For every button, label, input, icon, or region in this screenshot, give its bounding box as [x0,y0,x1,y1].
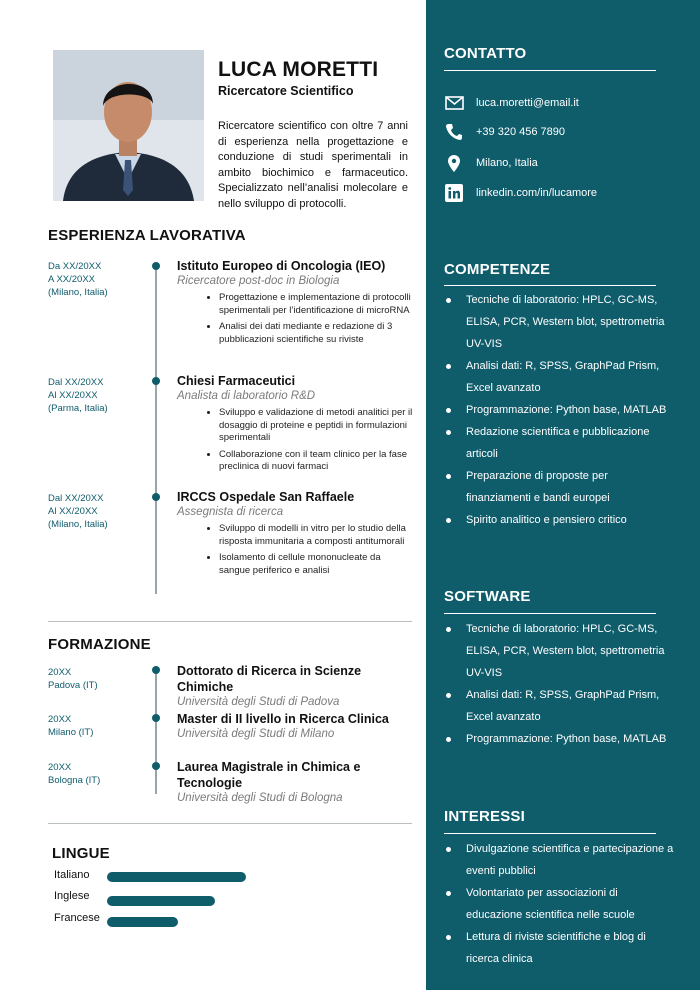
list-item: Analisi dati: R, SPSS, GraphPad Prism, Excel avanzato [444,684,674,728]
job-bullet: • Isolamento di cellule mononucleate da sangue periferico e analisi [219,552,413,577]
email-icon [444,93,464,113]
software-title: SOFTWARE [444,588,531,605]
education-degree: Laurea Magistrale in Chimica e Tecnologie [177,760,361,790]
candidate-role: Ricercatore Scientifico [218,84,354,98]
education-date: 20XX Milano (IT) [48,714,94,738]
education-date: 20XX Bologna (IT) [48,762,101,786]
experience-timeline [155,266,157,594]
profile-photo [53,50,204,201]
education-item [177,711,413,742]
job-company: Chiesi Farmaceutici [177,374,296,388]
job-bullet: • Sviluppo e validazione di metodi analitici per il dosaggio di proteine e peptidi in formulazioni sperimentali [219,407,413,445]
timeline-dot [152,262,160,270]
language-name: Francese [54,912,100,924]
language-level-bar [107,917,178,927]
timeline-dot [152,666,160,674]
email-text: luca.moretti@email.it [476,97,579,109]
list-item: Programmazione: Python base, MATLAB [444,399,674,421]
education-item [177,759,397,806]
interests-title: INTERESSI [444,808,525,825]
skills-list [444,289,674,531]
job-bullet: • Collaborazione con il team clinico per la fase preclinica di nuovi farmaci [219,449,413,474]
timeline-dot [152,714,160,722]
contact-location [444,153,538,173]
job-role: Analista di laboratorio R&D [177,390,316,402]
list-item: Divulgazione scientifica e partecipazione a eventi pubblici [444,838,674,882]
list-item: Lettura di riviste scientifiche e blog di ricerca clinica [444,926,674,970]
education-timeline [155,668,157,794]
contact-linkedin[interactable] [444,183,597,203]
list-item: Programmazione: Python base, MATLAB [444,728,674,750]
contact-email[interactable] [444,93,579,113]
list-item: Preparazione di proposte per finanziamenti e bandi europei [444,465,674,509]
job-bullet: • Sviluppo di modelli in vitro per lo studio della risposta immunitaria a composti antitumorali [219,523,413,548]
software-list [444,618,674,750]
languages-title: LINGUE [52,845,110,862]
job-role: Assegnista di ricerca [177,506,284,518]
contact-title: CONTATTO [444,45,527,62]
experience-date: Da XX/20XX A XX/20XX (Milano, Italia) [48,261,108,298]
experience-item [177,489,413,581]
candidate-name: LUCA MORETTI [218,58,379,81]
section-divider [48,621,412,622]
list-item: Tecniche di laboratorio: HPLC, GC-MS, ELISA, PCR, Western blot, spettrometria UV-VIS [444,618,674,684]
education-item [177,663,413,710]
experience-item [177,258,413,350]
job-role: Ricercatore post-doc in Biologia [177,275,340,287]
sidebar-divider [444,833,656,834]
education-date: 20XX Padova (IT) [48,667,98,691]
education-degree: Master di II livello in Ricerca Clinica [177,712,389,726]
language-name: Italiano [54,869,90,881]
list-item: Analisi dati: R, SPSS, GraphPad Prism, Excel avanzato [444,355,674,399]
job-company: IRCCS Ospedale San Raffaele [177,490,355,504]
skills-title: COMPETENZE [444,261,551,278]
location-icon [444,153,464,173]
phone-icon [444,122,464,142]
list-item: Spirito analitico e pensiero critico [444,509,674,531]
education-school: Università degli Studi di Milano [177,728,335,740]
timeline-dot [152,762,160,770]
education-school: Università degli Studi di Bologna [177,792,343,804]
language-name: Inglese [54,890,90,902]
sidebar-divider [444,285,656,286]
timeline-dot [152,493,160,501]
language-level-bar [107,872,246,882]
experience-date: Dal XX/20XX Al XX/20XX (Milano, Italia) [48,493,108,530]
job-bullet: • Analisi dei dati mediante e redazione di 3 pubblicazioni scientifiche su riviste [219,321,413,346]
list-item: Redazione scientifica e pubblicazione articoli [444,421,674,465]
job-company: Istituto Europeo di Oncologia (IEO) [177,259,386,273]
language-level-bar [107,896,215,906]
person-portrait-icon [53,50,204,201]
experience-item [177,373,413,478]
phone-text: +39 320 456 7890 [476,126,566,138]
linkedin-icon [444,183,464,203]
sidebar-divider [444,70,656,71]
experience-date: Dal XX/20XX Al XX/20XX (Parma, Italia) [48,377,108,414]
timeline-dot [152,377,160,385]
job-bullet: • Progettazione e implementazione di protocolli sperimentali per l’identificazione di microRNA [219,292,413,317]
education-school: Università degli Studi di Padova [177,696,340,708]
location-text: Milano, Italia [476,157,538,169]
profile-summary: Ricercatore scientifico con oltre 7 anni di esperienza nella progettazione e conduzione di studi sperimentali in ambito biochimico e farmaceutico. Specializzato nell’analisi molecolare e nello sviluppo di protocolli. [218,120,408,210]
sidebar-divider [444,613,656,614]
education-degree: Dottorato di Ricerca in Scienze Chimiche [177,664,362,694]
experience-title: ESPERIENZA LAVORATIVA [48,227,246,244]
linkedin-text: linkedin.com/in/lucamore [476,187,598,199]
list-item: Volontariato per associazioni di educazione scientifica nelle scuole [444,882,674,926]
list-item: Tecniche di laboratorio: HPLC, GC-MS, ELISA, PCR, Western blot, spettrometria UV-VIS [444,289,674,355]
contact-phone[interactable] [444,122,565,142]
education-title: FORMAZIONE [48,636,151,653]
interests-list [444,838,674,970]
section-divider [48,823,412,824]
